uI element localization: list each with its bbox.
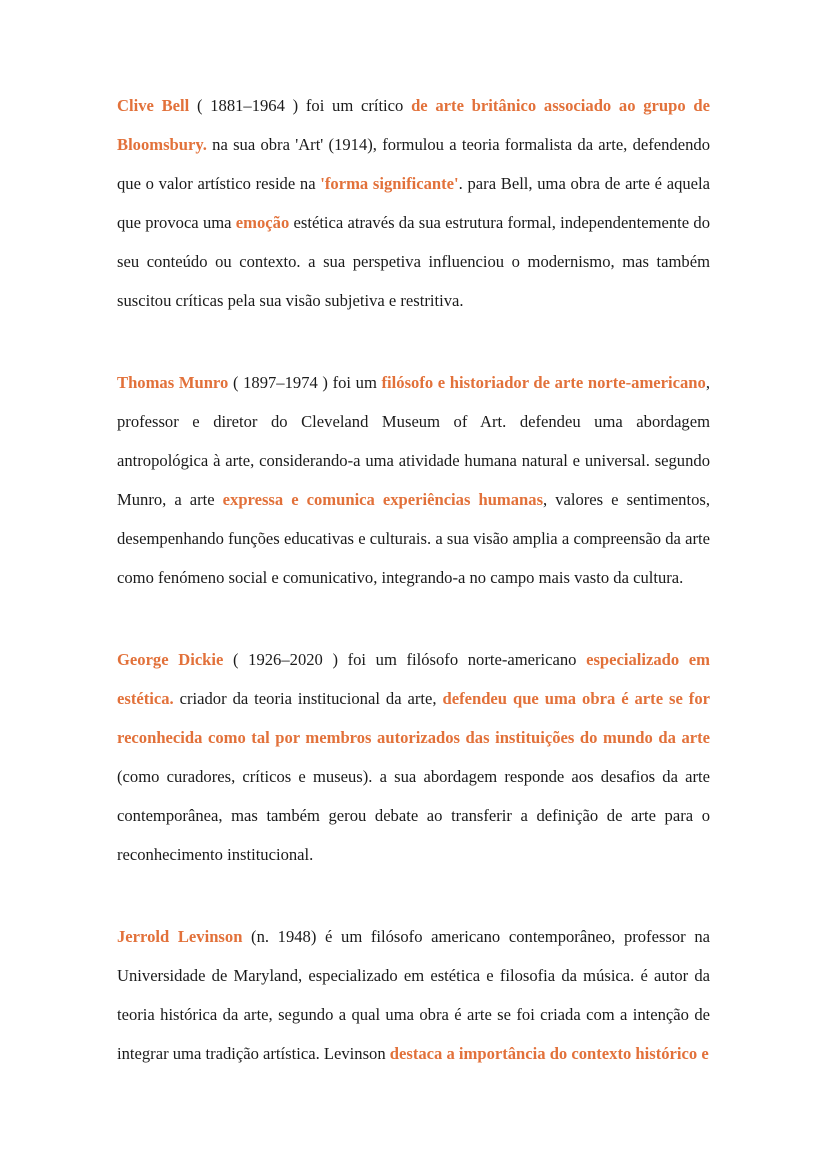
paragraph-clive-bell: [117, 86, 715, 320]
highlighted-text-run: filósofo e historiador de arte norte-americano: [381, 373, 706, 392]
text-run: (como curadores, críticos e museus). a sua abordagem responde aos desafios da arte contemporânea, mas também gerou debate ao transferir a definição de arte para o reconhecimento institucional.: [117, 728, 715, 864]
text-run: (n. 1948) é um filósofo americano contemporâneo, professor na Universidade de Maryland, especializado em estética e filosofia da música. é autor da teoria histórica da arte, segundo a qual uma obra é arte se foi criada com a intenção de integrar uma tradição artística. Levinson: [117, 927, 715, 1063]
paragraph-george-dickie: [117, 640, 715, 874]
highlighted-text-run: expressa e comunica experiências humanas: [222, 490, 544, 509]
highlighted-text-run: emoção: [235, 213, 290, 232]
text-run: ( 1881–1964 ) foi um crítico: [189, 96, 412, 115]
text-run: na sua obra 'Art' (1914), formulou a teoria formalista da arte, defendendo que o valor artístico reside na: [117, 135, 715, 193]
text-run: ( 1897–1974 ) foi um: [228, 373, 382, 392]
paragraph-thomas-munro: [117, 363, 715, 597]
text-run: estética através da sua estrutura formal, independentemente do seu conteúdo ou contexto. a sua perspetiva influenciou o modernismo, mas também suscitou críticas pela sua visão subjetiva e restritiva.: [117, 213, 715, 310]
text-run: ( 1926–2020 ) foi um filósofo norte-americano: [223, 650, 587, 669]
highlighted-text-run: Jerrold Levinson: [117, 927, 243, 946]
text-run: , professor e diretor do Cleveland Museum of Art. defendeu uma abordagem antropológica à arte, considerando-a uma atividade humana natural e universal. segundo Munro, a arte: [117, 373, 715, 509]
text-run: criador da teoria institucional da arte,: [173, 689, 443, 708]
highlighted-text-run: especializado em estética.: [117, 650, 715, 708]
paragraph-jerrold-levinson: [117, 917, 715, 1073]
highlighted-text-run: George Dickie: [117, 650, 224, 669]
highlighted-text-run: defendeu que uma obra é arte se for reconhecida como tal por membros autorizados das instituições do mundo da arte: [117, 689, 715, 747]
highlighted-text-run: de arte britânico associado ao grupo de Bloomsbury.: [117, 96, 715, 154]
highlighted-text-run: Thomas Munro: [117, 373, 229, 392]
highlighted-text-run: destaca a importância do contexto histórico e: [389, 1044, 709, 1063]
highlighted-text-run: Clive Bell: [117, 96, 190, 115]
highlighted-text-run: 'forma significante': [320, 174, 459, 193]
text-run: , valores e sentimentos, desempenhando funções educativas e culturais. a sua visão amplia a compreensão da arte como fenómeno social e comunicativo, integrando-a no campo mais vasto da cultura.: [117, 490, 715, 587]
text-run: . para Bell, uma obra de arte é aquela que provoca uma: [117, 174, 715, 232]
